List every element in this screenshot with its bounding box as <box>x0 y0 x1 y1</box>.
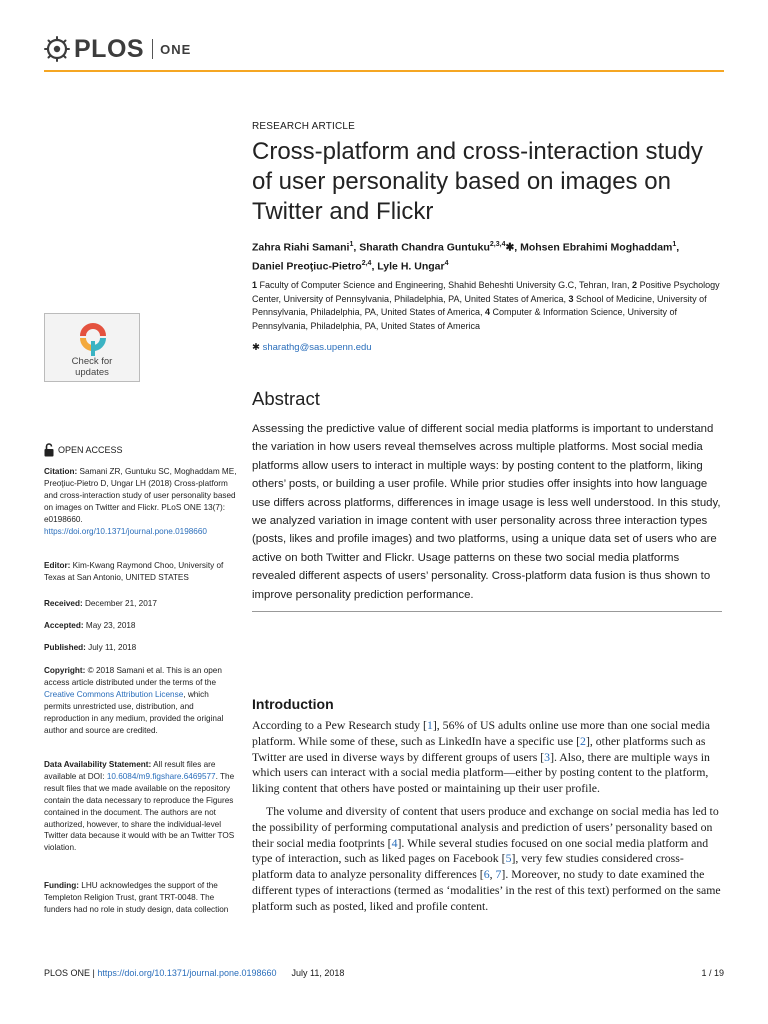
reference-link[interactable]: 1 <box>426 718 433 732</box>
citation-text: Samani ZR, Guntuku SC, Moghaddam ME, Preoţiuc-Pietro D, Ungar LH (2018) Cross-platform and cross-interaction study of user personality based on images on Twitter and Flickr. PLoS ONE 13(7): e0198660. <box>44 467 237 524</box>
author-list <box>252 237 722 274</box>
data-availability-text-1: All result files are available at DOI: <box>44 760 216 781</box>
citation <box>44 466 237 537</box>
author-affiliation-sup: 4 <box>444 259 449 267</box>
reference-link[interactable]: 6 <box>483 867 490 882</box>
footer-left <box>44 968 344 978</box>
affiliation-text: Computer & Information Science, University of Pennsylvania, Philadelphia, PA, United States of America <box>252 307 678 331</box>
received-date: December 21, 2017 <box>84 599 157 608</box>
reference-link[interactable]: 3 <box>544 749 551 764</box>
cc-license-link[interactable]: Creative Commons Attribution License <box>44 689 184 699</box>
affiliations <box>252 279 722 333</box>
check-label-line-2: updates <box>75 366 109 378</box>
abstract-divider <box>252 611 722 612</box>
data-availability-text-2: . The result files that we made available on the repository contain the data necessary to reproduce the Figures contained in the document. The authors are not authorized, however, to share the individual-level Twitter data because it would with be an Twitter TOS violation. <box>44 771 235 853</box>
page-number: 1 / 19 <box>701 968 724 978</box>
page-footer <box>44 968 724 978</box>
copyright <box>44 665 237 736</box>
paragraph-text: ]. Moreover, no study to date examined the different types of interactions (termed as ‘modalities’ in the rest of this text) performed on the same platform such as posted, liked and profile content. <box>252 867 721 913</box>
editor-text: Kim-Kwang Raymond Choo, University of Texas at San Antonio, UNITED STATES <box>44 561 224 582</box>
author-name[interactable]: Sharath Chandra Guntuku <box>359 241 490 254</box>
author-name[interactable]: Daniel Preoţiuc-Pietro <box>252 260 362 272</box>
author-affiliation-sup: 2,4 <box>361 259 372 267</box>
logo-plos-text: PLOS <box>74 34 145 63</box>
funding <box>44 880 237 916</box>
accepted-label: Accepted: <box>44 621 84 630</box>
paragraph-text: ], 56% of US adults online use more than one social media platform. While some of these, such as LinkedIn have a specific use [ <box>252 718 711 748</box>
introduction-heading: Introduction <box>252 696 334 712</box>
affiliation-text: School of Medicine, University of Pennsylvania, Philadelphia, PA, United States of America, <box>252 293 707 317</box>
footer-journal: PLOS ONE <box>44 968 91 978</box>
author-affiliation-sup: 1 <box>349 241 354 248</box>
paragraph-text: ], very few studies considered cross-platform data to analyze personality differences [ <box>252 851 684 882</box>
funding-text: LHU acknowledges the support of the Templeton Religion Trust, grant TRT-0048. The funders had no role in study design, data collection <box>44 881 229 914</box>
affiliation-text: Faculty of Computer Science and Engineering, Shahid Beheshti University G.C, Tehran, Iran, <box>259 280 633 290</box>
intro-paragraph-2 <box>252 804 722 915</box>
abstract-text: Assessing the predictive value of different social media platforms is important to understand the variation in how users reveal themselves across multiple platforms. Most social media platforms allow users to interact in multiple ways: by posting content to the platform, liking others’ posts, or building a user profile. While prior studies offer insights into how language use differs across platforms, differences in image usage is less well understood. In this study, we analyzed variation in image content with user personality across three interaction types (posts, likes and profile images) and two platforms, using a unique data set of users who are active on both Twitter and Flickr. Usage patterns on these two social media platforms revealed different aspects of users’ personality. Cross-platform data fusion is thus shown to improve personality prediction performance. <box>252 423 721 601</box>
editor <box>44 560 237 584</box>
reference-link[interactable]: 4 <box>391 835 398 850</box>
footer-doi-link[interactable]: https://doi.org/10.1371/journal.pone.0198660 <box>97 968 277 978</box>
figshare-doi-link[interactable]: 10.6084/m9.figshare.6469577 <box>106 771 216 781</box>
article-title: Cross-platform and cross-interaction study of user personality based on images on Twitter and Flickr <box>252 138 703 225</box>
affiliation-number: 1 <box>252 280 260 290</box>
corresponding-email-link[interactable]: sharathg@sas.upenn.edu <box>262 342 372 353</box>
paragraph-text: ]. While several studies focused on one social media platform and type of interaction, such as liked pages on Facebook [ <box>252 835 709 866</box>
open-access <box>44 443 123 457</box>
author-affiliation-sup: 1 <box>672 241 677 248</box>
citation-label: Citation: <box>44 467 78 476</box>
copyright-text-1: © 2018 Samani et al. This is an open access article distributed under the terms of the <box>44 666 222 687</box>
copyright-text-2: , which permits unrestricted use, distribution, and reproduction in any medium, provided the original author and source are credited. <box>44 689 224 735</box>
paragraph-text: ]. Also, there are multiple ways in which users can interact with a social media platform—either by posting content to the platform, liking content that others have posted or maintaining up their user profile. <box>252 749 710 796</box>
accepted <box>44 620 237 632</box>
corresponding-mark: ✱ <box>252 342 260 353</box>
footer-date: July 11, 2018 <box>291 968 345 978</box>
paragraph-text: , <box>489 867 496 882</box>
copyright-label: Copyright: <box>44 666 86 675</box>
affiliation-number: 2 <box>632 280 640 290</box>
reference-link[interactable]: 7 <box>495 867 502 882</box>
abstract-heading: Abstract <box>252 388 320 409</box>
funding-label: Funding: <box>44 881 80 890</box>
received <box>44 598 237 610</box>
paragraph-text: ], other platforms such as Twitter are used in diverse ways by different groups of users [ <box>252 733 706 764</box>
author-separator: , <box>676 241 680 254</box>
author-separator: ✱, <box>505 241 521 254</box>
author-name[interactable]: Zahra Riahi Samani <box>252 241 350 254</box>
open-lock-icon <box>44 443 54 457</box>
author-separator: , <box>353 241 360 254</box>
open-access-label: OPEN ACCESS <box>58 445 123 455</box>
published-label: Published: <box>44 643 86 652</box>
header-rule <box>44 70 724 72</box>
data-availability-label: Data Availability Statement: <box>44 760 152 769</box>
author-affiliation-sup: 2,3,4 <box>489 241 506 248</box>
author-name[interactable]: Mohsen Ebrahimi Moghaddam <box>520 241 673 254</box>
logo-one-text: ONE <box>160 41 192 57</box>
paragraph-text: The volume and diversity of content that users produce and exchange on social media has led to the possibility of performing computational analysis and prediction of users’ personality based on their social media footprints [ <box>252 804 719 850</box>
affiliation-number: 3 <box>568 293 577 304</box>
editor-label: Editor: <box>44 561 71 570</box>
received-label: Received: <box>44 599 83 608</box>
footer-separator: | <box>90 968 98 978</box>
author-name[interactable]: Lyle H. Ungar <box>377 260 445 272</box>
corresponding-author <box>252 342 722 353</box>
reference-link[interactable]: 5 <box>505 851 512 866</box>
affiliation-text: Positive Psychology Center, University of Pennsylvania, Philadelphia, PA, United States of America, <box>252 280 720 304</box>
published-date: July 11, 2018 <box>88 643 137 652</box>
accepted-date: May 23, 2018 <box>85 621 136 630</box>
author-separator: , <box>371 260 378 272</box>
check-label-line-1: Check for <box>71 356 113 367</box>
article-type: RESEARCH ARTICLE <box>252 121 356 132</box>
published <box>44 642 237 654</box>
affiliation-number: 4 <box>484 307 493 317</box>
citation-doi-link[interactable]: https://doi.org/10.1371/journal.pone.0198660 <box>44 526 207 536</box>
paragraph-text: According to a Pew Research study [ <box>252 718 427 732</box>
check-for-updates-label <box>44 357 140 378</box>
data-availability <box>44 759 237 854</box>
reference-link[interactable]: 2 <box>580 733 586 748</box>
intro-paragraph-1 <box>252 718 722 797</box>
plos-logo-icon <box>44 36 70 62</box>
crossmark-icon <box>45 314 141 360</box>
plos-one-logo[interactable] <box>44 34 191 64</box>
logo-divider <box>152 39 153 59</box>
